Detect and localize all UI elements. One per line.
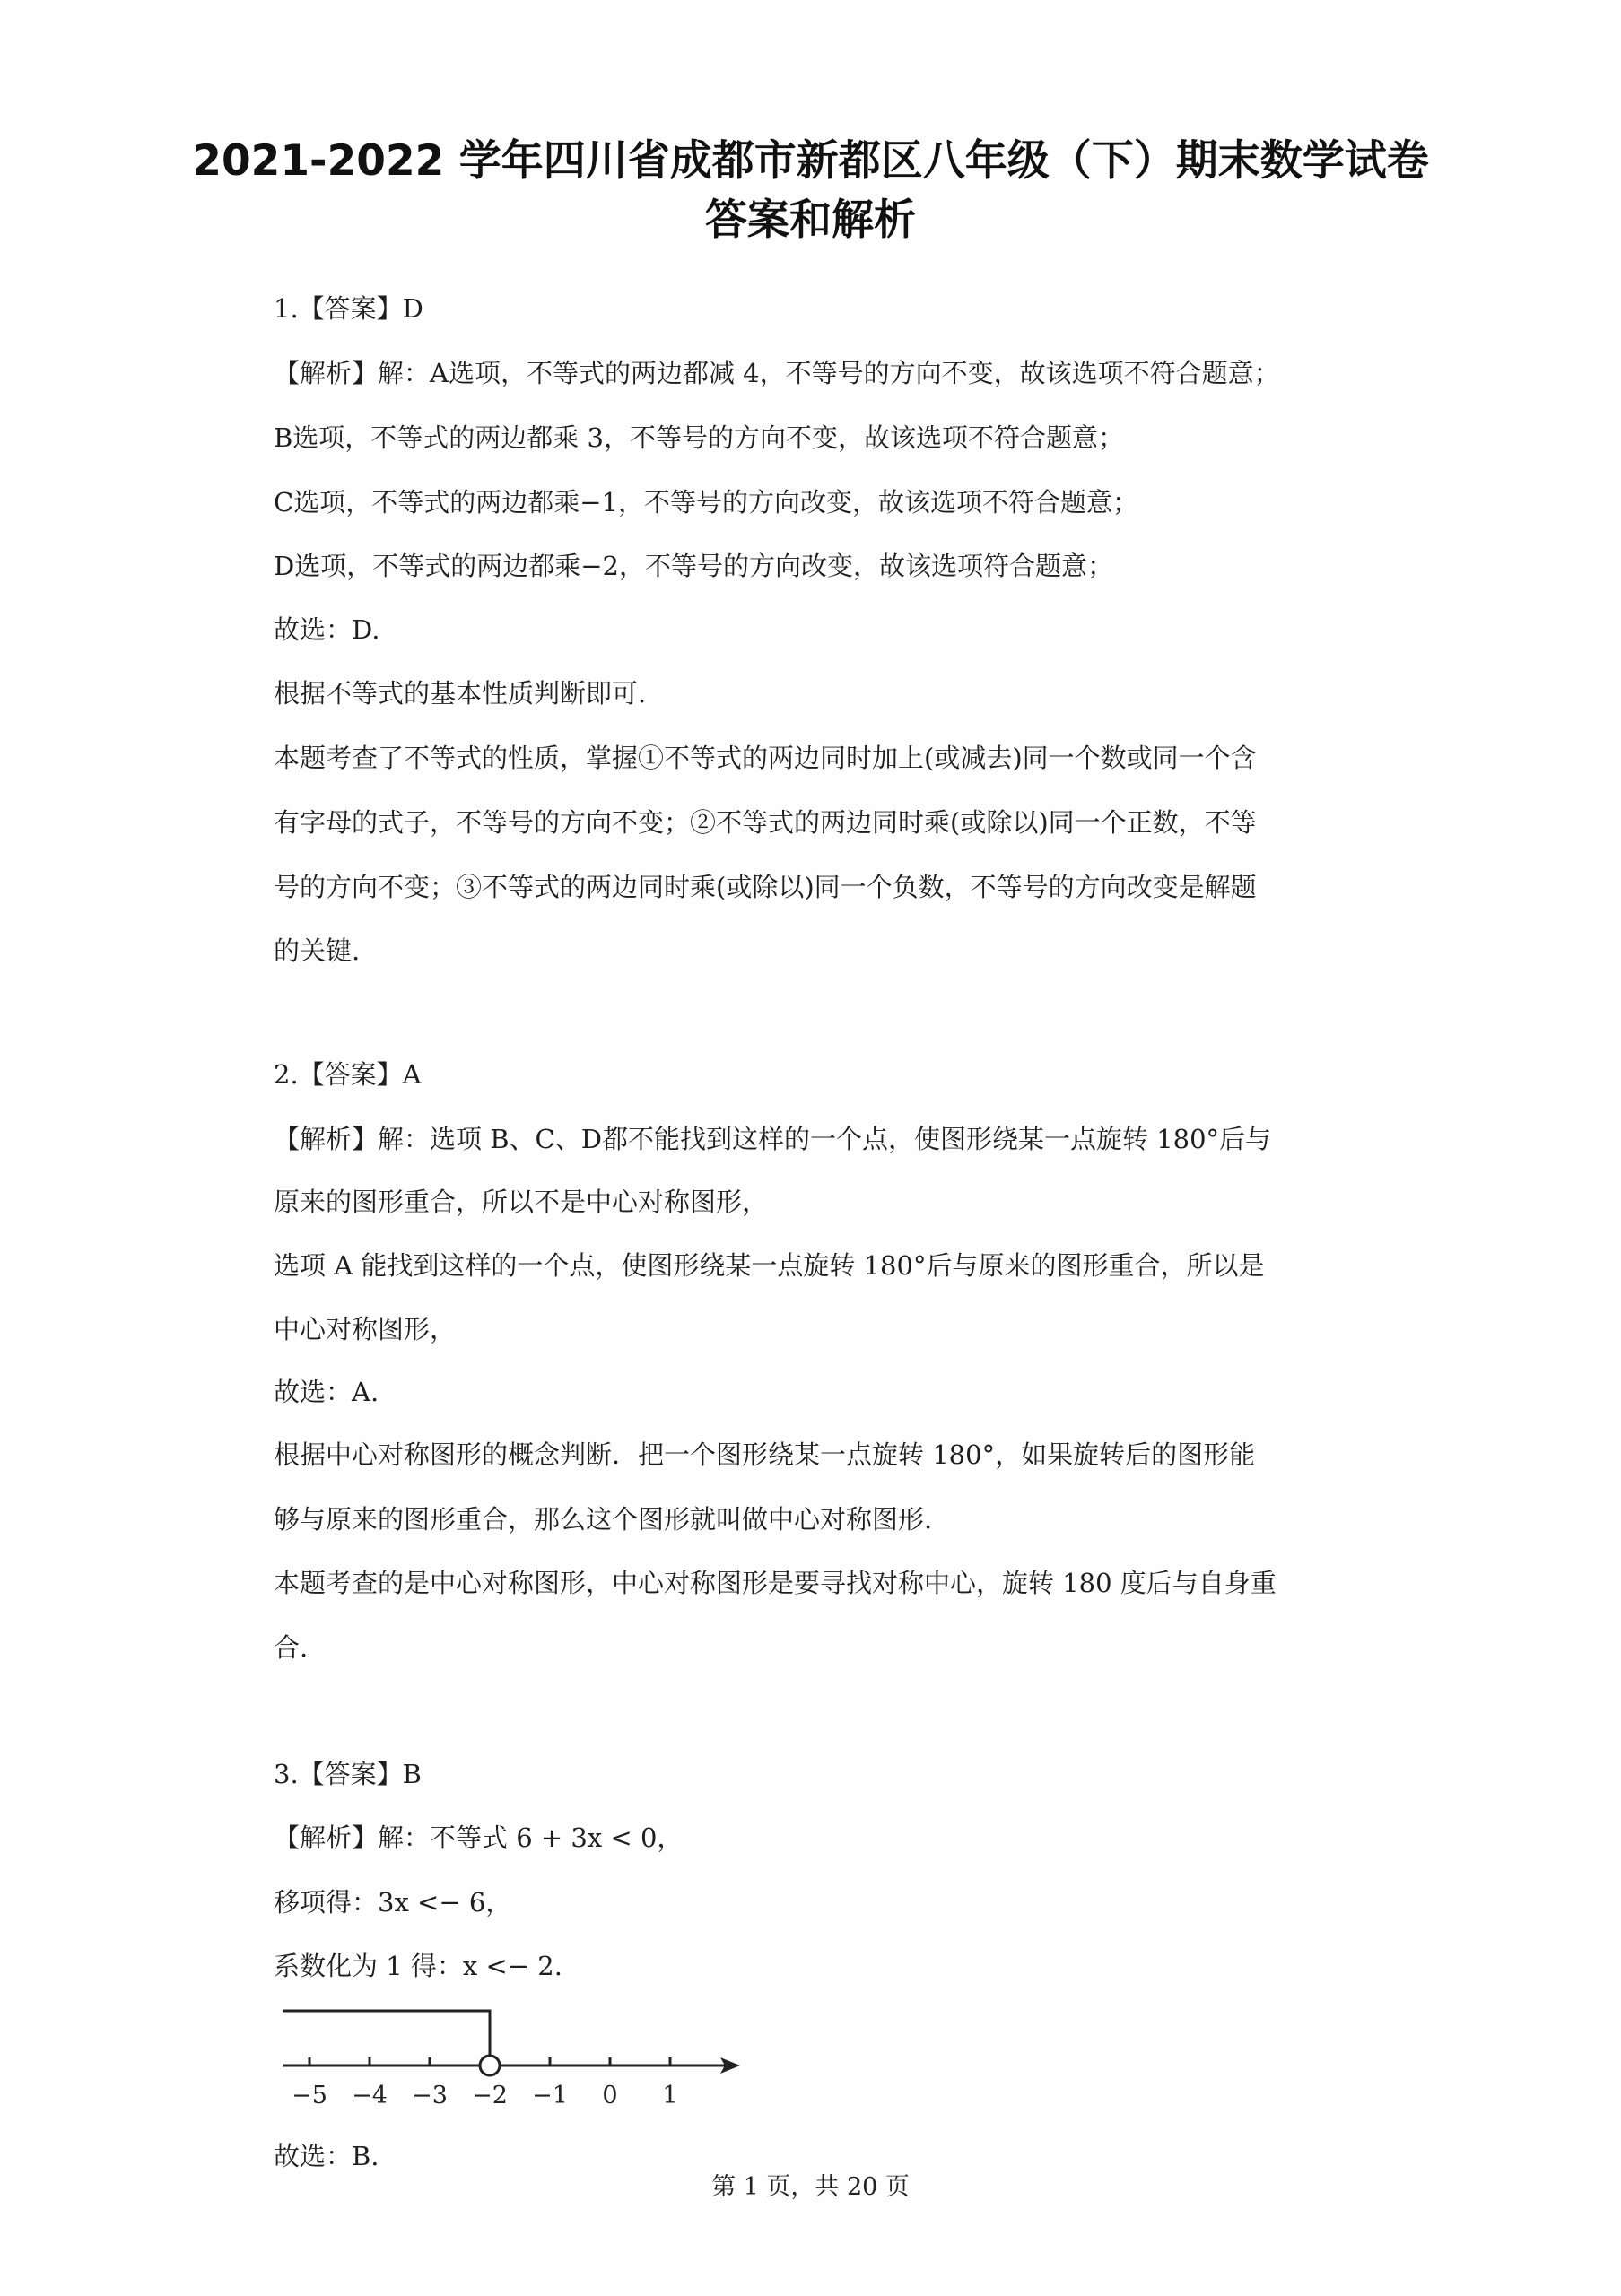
number-line-tick-label: −4 xyxy=(352,2082,388,2109)
number-line-tick-label: −1 xyxy=(532,2082,568,2109)
number-line-tick-label: −3 xyxy=(412,2082,448,2109)
q1-answer: 1.【答案】D xyxy=(274,293,423,324)
q2-analysis-line: 选项 A 能找到这样的一个点，使图形绕某一点旋转 180°后与原来的图形重合，所以是 xyxy=(274,1250,1265,1281)
number-line-tick-label: 1 xyxy=(662,2082,678,2109)
q3-analysis-line: 系数化为 1 得：x <− 2. xyxy=(274,1951,562,1981)
solution-ray xyxy=(283,2011,490,2056)
q2-analysis-line: 根据中心对称图形的概念判断．把一个图形绕某一点旋转 180°，如果旋转后的图形能 xyxy=(274,1439,1256,1470)
document-title: 2021-2022 学年四川省成都市新都区八年级（下）期末数学试卷 xyxy=(192,136,1429,186)
q1-analysis-line: 本题考查了不等式的性质，掌握①不等式的两边同时加上(或减去)同一个数或同一个含 xyxy=(274,743,1257,773)
q2-analysis-line: 【解析】解：选项 B、C、D都不能找到这样的一个点，使图形绕某一点旋转 180°后与 xyxy=(274,1124,1272,1154)
q1-analysis-line: D选项，不等式的两边都乘−2，不等号的方向改变，故该选项符合题意； xyxy=(274,551,1114,581)
q1-analysis-line: C选项，不等式的两边都乘−1，不等号的方向改变，故该选项不符合题意； xyxy=(274,487,1138,517)
open-point-marker xyxy=(480,2056,500,2075)
q3-answer: 3.【答案】B xyxy=(274,1759,422,1789)
q1-analysis-line: 【解析】解：A选项，不等式的两边都减 4，不等号的方向不变，故该选项不符合题意； xyxy=(274,358,1280,388)
q1-analysis-line: 故选：D. xyxy=(274,614,380,645)
number-line-figure xyxy=(274,2000,758,2117)
q2-analysis-line: 原来的图形重合，所以不是中心对称图形， xyxy=(274,1187,769,1217)
number-line-tick-label: −5 xyxy=(292,2082,327,2109)
q3-conclusion: 故选：B. xyxy=(274,2141,379,2171)
q3-analysis-line: 移项得：3x <− 6， xyxy=(274,1887,512,1918)
q1-analysis-line: 的关键. xyxy=(274,935,361,966)
number-line-tick-label: −2 xyxy=(472,2082,508,2109)
q2-analysis-line: 故选：A. xyxy=(274,1377,379,1407)
q1-analysis-line: 根据不等式的基本性质判断即可. xyxy=(274,678,647,709)
q2-analysis-line: 本题考查的是中心对称图形，中心对称图形是要寻找对称中心，旋转 180 度后与自身重 xyxy=(274,1568,1277,1598)
page-footer: 第 1 页，共 20 页 xyxy=(711,2173,910,2201)
q2-answer: 2.【答案】A xyxy=(274,1059,422,1090)
number-line-tick-label: 0 xyxy=(602,2082,618,2109)
q1-analysis-line: B选项，不等式的两边都乘 3，不等号的方向不变，故该选项不符合题意； xyxy=(274,422,1124,453)
document-subtitle: 答案和解析 xyxy=(705,196,916,245)
q2-analysis-line: 中心对称图形， xyxy=(274,1314,457,1344)
q3-analysis-line: 【解析】解：不等式 6 + 3x < 0， xyxy=(274,1822,684,1853)
q1-analysis-line: 号的方向不变；③不等式的两边同时乘(或除以)同一个负数，不等号的方向改变是解题 xyxy=(274,872,1257,902)
q2-analysis-line: 合. xyxy=(274,1632,309,1663)
q2-analysis-line: 够与原来的图形重合，那么这个图形就叫做中心对称图形. xyxy=(274,1504,933,1535)
q1-analysis-line: 有字母的式子，不等号的方向不变；②不等式的两边同时乘(或除以)同一个正数，不等 xyxy=(274,807,1257,838)
